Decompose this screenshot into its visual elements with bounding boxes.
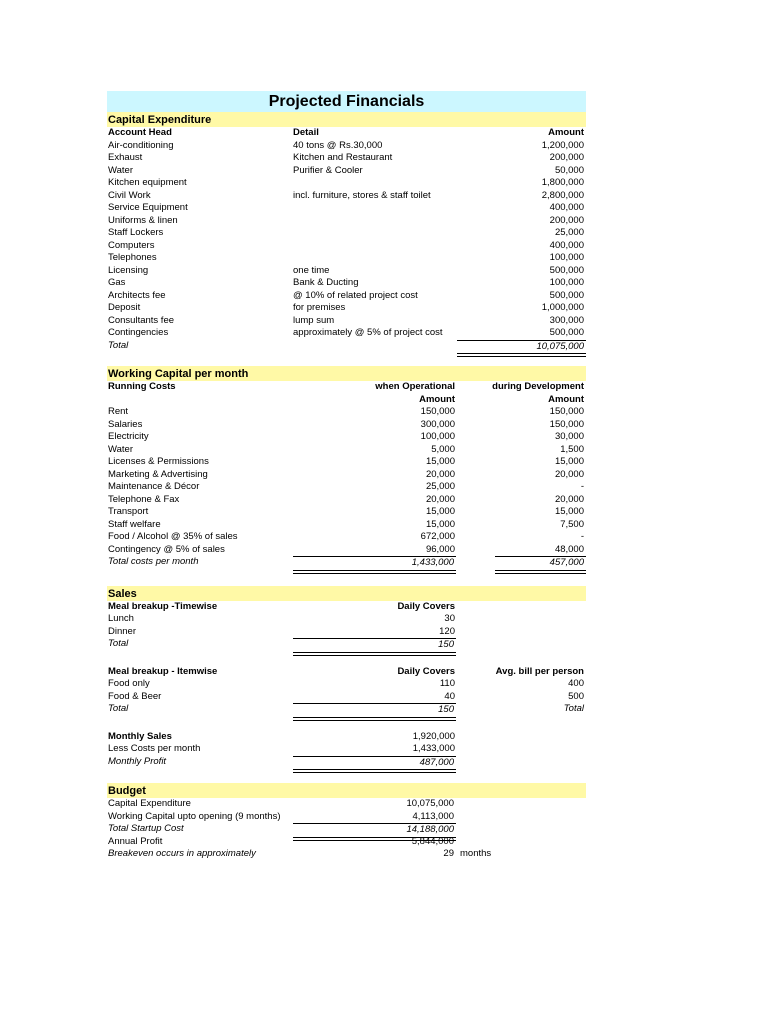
sales-item-meal: Food only — [108, 678, 150, 689]
capex-account-head: Consultants fee — [108, 314, 175, 326]
working-col-op: when Operational — [375, 381, 455, 392]
working-dev-amount-label: Amount — [548, 393, 584, 405]
working-dev-amount: 15,000 — [554, 456, 584, 467]
working-cost-head: Salaries — [108, 418, 143, 430]
capex-row — [107, 152, 586, 165]
sales-item-total-row — [107, 703, 586, 716]
sales-item-covers: 40 — [444, 690, 455, 702]
budget-startup-label: Total Startup Cost — [108, 823, 184, 834]
capex-row — [107, 290, 586, 303]
budget-capex-label: Capital Expenditure — [108, 798, 191, 809]
sales-item-head: Meal breakup - Itemwise — [108, 665, 218, 677]
working-total-op: 1,433,000 — [293, 556, 456, 571]
capex-account-head: Architects fee — [108, 289, 166, 301]
working-row — [107, 544, 586, 557]
working-row — [107, 519, 586, 532]
working-cost-head: Staff welfare — [108, 518, 161, 530]
capex-header-row — [107, 127, 586, 140]
sales-item-covers: 110 — [439, 678, 455, 689]
working-cost-head: Water — [108, 443, 133, 455]
capex-rows — [107, 140, 586, 340]
working-subheader-row — [107, 394, 586, 407]
working-header-row — [107, 381, 586, 394]
sales-bill-total-label: Total — [563, 703, 584, 714]
sales-time-header-row — [107, 601, 586, 614]
sales-covers-head: Daily Covers — [397, 600, 455, 612]
capex-account-head: Deposit — [108, 302, 141, 313]
capex-account-head: Computers — [108, 239, 155, 251]
capex-account-head: Water — [108, 164, 133, 176]
capex-account-head: Air-conditioning — [108, 139, 174, 151]
capex-detail: incl. furniture, stores & staff toilet — [293, 189, 431, 201]
sales-item-header-row — [107, 666, 586, 679]
capex-col-amount: Amount — [548, 127, 584, 138]
capex-detail: Kitchen and Restaurant — [293, 152, 393, 163]
budget-wc-label: Working Capital upto opening (9 months) — [108, 810, 281, 822]
budget-wc-value: 4,113,000 — [412, 810, 454, 822]
capex-section-heading: Capital Expenditure — [107, 112, 586, 127]
capex-account-head: Service Equipment — [108, 202, 188, 213]
sales-time-total-label: Total — [108, 638, 129, 649]
working-row — [107, 456, 586, 469]
sales-time-row — [107, 613, 586, 626]
sales-item-meal: Food & Beer — [108, 690, 162, 702]
working-op-amount: 15,000 — [425, 456, 455, 467]
sales-time-meal: Lunch — [108, 613, 134, 624]
working-cost-head: Electricity — [108, 431, 149, 442]
budget-wc-row — [107, 811, 586, 824]
working-row — [107, 481, 586, 494]
capex-row — [107, 265, 586, 278]
working-op-amount: 15,000 — [425, 518, 455, 530]
budget-capex-row — [107, 798, 586, 811]
capex-row — [107, 327, 586, 340]
working-row — [107, 431, 586, 444]
capex-row — [107, 302, 586, 315]
capex-amount: 500,000 — [549, 327, 584, 338]
capex-amount: 400,000 — [549, 202, 584, 213]
sales-time-total-value: 150 — [293, 638, 456, 653]
capex-amount: 300,000 — [549, 314, 584, 326]
capex-account-head: Gas — [108, 277, 126, 288]
capex-row — [107, 315, 586, 328]
working-op-amount: 20,000 — [425, 493, 455, 505]
capex-detail: approximately @ 5% of project cost — [293, 327, 443, 338]
financials-sheet — [107, 91, 586, 861]
capex-row — [107, 165, 586, 178]
sales-item-covers-head: Daily Covers — [397, 665, 455, 677]
capex-row — [107, 277, 586, 290]
working-dev-amount: 20,000 — [554, 468, 584, 480]
capex-row — [107, 177, 586, 190]
working-total-dev: 457,000 — [495, 556, 586, 571]
working-row — [107, 406, 586, 419]
working-section-heading: Working Capital per month — [107, 366, 586, 381]
budget-annual-label: Annual Profit — [108, 835, 163, 847]
working-row — [107, 419, 586, 432]
working-cost-head: Licenses & Permissions — [108, 456, 209, 467]
capex-detail: Bank & Ducting — [293, 277, 359, 288]
capex-account-head: Licensing — [108, 264, 149, 276]
working-cost-head: Food / Alcohol @ 35% of sales — [108, 531, 238, 542]
working-dev-amount: 48,000 — [554, 543, 584, 555]
working-dev-amount: 20,000 — [554, 493, 584, 505]
capex-detail: lump sum — [293, 314, 335, 326]
budget-annual-value: 5,844,000 — [411, 835, 454, 847]
capex-detail: one time — [293, 264, 330, 276]
working-cost-head: Contingency @ 5% of sales — [108, 543, 225, 555]
working-total-row — [107, 556, 586, 569]
capex-amount: 100,000 — [549, 252, 584, 263]
capex-detail: 40 tons @ Rs.30,000 — [293, 139, 383, 151]
working-op-amount: 100,000 — [420, 431, 455, 442]
monthly-sales-row — [107, 731, 586, 744]
working-op-amount: 15,000 — [425, 506, 455, 517]
less-costs-label: Less Costs per month — [108, 743, 201, 754]
sales-time-covers: 30 — [444, 613, 455, 624]
budget-section-heading: Budget — [107, 783, 586, 798]
sales-bill-head: Avg. bill per person — [495, 665, 584, 677]
capex-col-detail: Detail — [293, 127, 319, 138]
working-row — [107, 469, 586, 482]
capex-row — [107, 240, 586, 253]
capex-row — [107, 140, 586, 153]
capex-amount: 2,800,000 — [541, 189, 584, 201]
working-cost-head: Rent — [108, 406, 129, 417]
capex-amount: 1,200,000 — [541, 139, 584, 151]
monthly-profit-row — [107, 756, 586, 769]
monthly-profit-label: Monthly Profit — [108, 755, 167, 767]
working-dev-amount: 150,000 — [549, 406, 584, 417]
capex-detail: Purifier & Cooler — [293, 164, 363, 176]
working-col-head: Running Costs — [108, 381, 176, 392]
capex-row — [107, 202, 586, 215]
page-title: Projected Financials — [107, 91, 586, 112]
capex-amount: 200,000 — [549, 152, 584, 163]
budget-capex-value: 10,075,000 — [406, 798, 454, 809]
capex-amount: 25,000 — [554, 227, 584, 238]
capex-amount: 50,000 — [554, 164, 584, 176]
sales-time-rows — [107, 613, 586, 638]
capex-row — [107, 215, 586, 228]
sales-item-total-label: Total — [108, 703, 129, 714]
sales-item-bill: 400 — [568, 678, 584, 689]
working-row — [107, 506, 586, 519]
sales-time-meal: Dinner — [108, 625, 136, 637]
capex-account-head: Telephones — [108, 252, 157, 263]
less-costs-row — [107, 743, 586, 756]
working-col-dev: during Development — [492, 381, 584, 392]
capex-account-head: Staff Lockers — [108, 227, 164, 238]
capex-account-head: Civil Work — [108, 189, 151, 201]
sales-time-covers: 120 — [439, 625, 455, 637]
capex-total-value: 10,075,000 — [457, 340, 586, 355]
working-row — [107, 531, 586, 544]
capex-col-head: Account Head — [108, 127, 172, 138]
budget-annual-row — [107, 836, 586, 849]
capex-account-head: Exhaust — [108, 152, 143, 163]
working-dev-amount: 7,500 — [560, 518, 584, 530]
sales-time-total-row — [107, 638, 586, 651]
working-cost-head: Telephone & Fax — [108, 493, 180, 505]
sales-item-row — [107, 678, 586, 691]
capex-amount: 100,000 — [549, 277, 584, 288]
capex-detail: @ 10% of related project cost — [293, 289, 418, 301]
capex-amount: 1,000,000 — [541, 302, 584, 313]
working-op-amount: 25,000 — [425, 481, 455, 492]
sales-time-head: Meal breakup -Timewise — [108, 600, 218, 612]
capex-amount: 400,000 — [549, 239, 584, 251]
budget-startup-row — [107, 823, 586, 836]
working-op-amount-label: Amount — [419, 393, 455, 405]
budget-startup-value: 14,188,000 — [293, 823, 456, 838]
capex-account-head: Uniforms & linen — [108, 214, 178, 226]
working-op-amount: 20,000 — [425, 468, 455, 480]
capex-amount: 500,000 — [549, 264, 584, 276]
working-op-amount: 300,000 — [420, 418, 455, 430]
capex-row — [107, 190, 586, 203]
working-op-amount: 150,000 — [420, 406, 455, 417]
working-dev-amount: - — [580, 531, 584, 542]
working-cost-head: Marketing & Advertising — [108, 468, 208, 480]
capex-row — [107, 252, 586, 265]
working-op-amount: 672,000 — [420, 531, 455, 542]
sales-item-rows — [107, 678, 586, 703]
capex-account-head: Kitchen equipment — [108, 177, 187, 188]
capex-amount: 1,800,000 — [541, 177, 584, 188]
capex-detail: for premises — [293, 302, 346, 313]
capex-amount: 200,000 — [549, 214, 584, 226]
budget-breakeven-unit: months — [460, 848, 492, 859]
capex-row — [107, 227, 586, 240]
less-costs-value: 1,433,000 — [412, 743, 455, 754]
budget-breakeven-label: Breakeven occurs in approximately — [108, 848, 256, 859]
working-op-amount: 96,000 — [425, 543, 455, 555]
sales-section-heading: Sales — [107, 586, 586, 601]
working-dev-amount: 30,000 — [554, 431, 584, 442]
sales-time-row — [107, 626, 586, 639]
monthly-sales-label: Monthly Sales — [108, 730, 172, 742]
monthly-profit-value: 487,000 — [293, 756, 456, 771]
budget-breakeven-value: 29 — [443, 848, 454, 859]
working-dev-amount: 1,500 — [560, 443, 584, 455]
working-cost-head: Transport — [108, 506, 149, 517]
capex-total-label: Total — [108, 339, 129, 351]
budget-breakeven-row — [107, 848, 586, 861]
monthly-sales-value: 1,920,000 — [412, 730, 455, 742]
capex-total-row — [107, 340, 586, 353]
sales-item-total-value: 150 — [293, 703, 456, 718]
working-total-label: Total costs per month — [108, 556, 199, 567]
sales-item-row — [107, 691, 586, 704]
working-cost-head: Maintenance & Décor — [108, 481, 200, 492]
working-dev-amount: 150,000 — [549, 418, 584, 430]
sales-item-bill: 500 — [568, 690, 584, 702]
working-dev-amount: - — [580, 481, 584, 492]
working-row — [107, 494, 586, 507]
capex-amount: 500,000 — [549, 289, 584, 301]
working-rows — [107, 406, 586, 556]
working-dev-amount: 15,000 — [554, 506, 584, 517]
working-op-amount: 5,000 — [431, 443, 455, 455]
capex-account-head: Contingencies — [108, 327, 169, 338]
working-row — [107, 444, 586, 457]
